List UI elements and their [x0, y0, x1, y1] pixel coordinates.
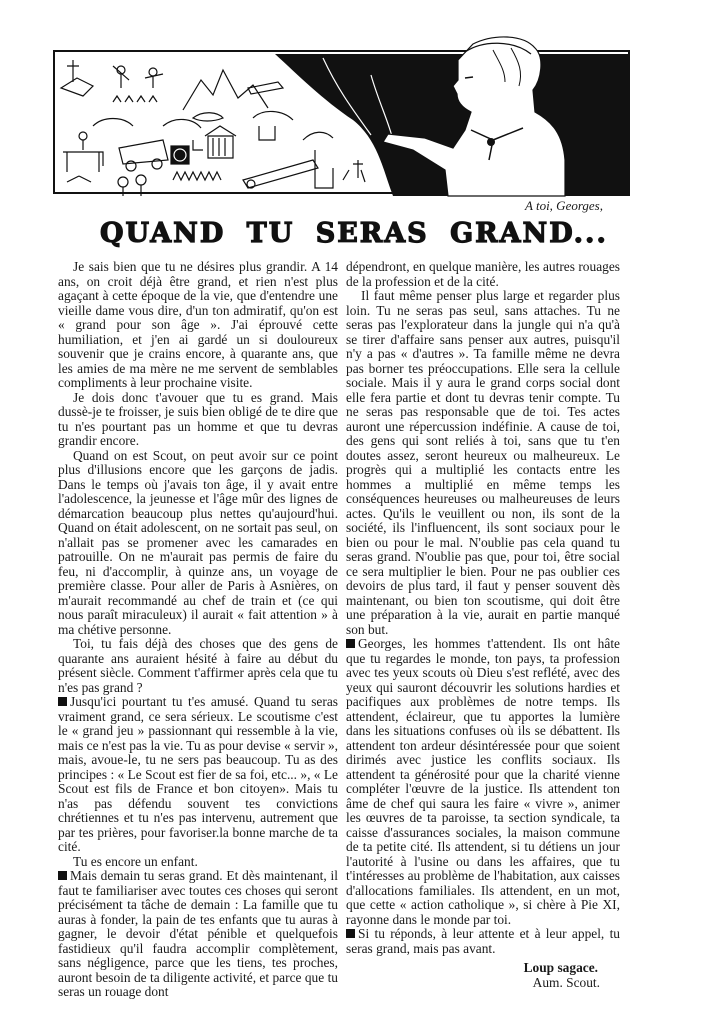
square-bullet-icon — [58, 697, 67, 706]
paragraph-continued: dépendront, en quelque manière, les autres rouages de la profession et de la cité. — [346, 259, 620, 289]
square-bullet-icon — [346, 929, 355, 938]
paragraph: Je sais bien que tu ne désires plus grandir. A 14 ans, on croit déjà être grand, et rien n'est plus agaçant à cette époque de la vie, que d'entendre une vieille dame vous dire, d'un ton admiratif, qu'on est « grand pour son âge ». J'ai éprouvé cette humiliation, et j'en ai gardé un si douloureux souvenir que je crains encore, à quarante ans, que les amies de ma mère ne me servent de semblables compliments à leur prochaine visite. — [58, 259, 338, 390]
paragraph-text: Georges, les hommes t'attendent. Ils ont hâte que tu regardes le monde, ton pays, ta profession avec tes yeux scouts où Dieu s'est reflété, avec des yeux qui sauront découvrir les solutions hardies et pacifiques aux problèmes de notre temps. Ils attendent, éclaireur, que tu apportes la lumière dans les situations confuses où ils se débattent. Ils attendent ton ardeur désintéressée pour que soient dirimés avec justice les conflits sociaux. Ils attendent ta générosité pour que la charité vienne compléter l'œuvre de la justice. Ils attendent ton âme de chef qui saura les faire « vivre », animer les œuvres de ta paroisse, ta section syndicale, ta caisse d'assurances sociales, la maison commune de ta petite cité. Ils attendent, si tu détiens un jour l'autorité à l'usine ou dans les affaires, que tu t'intéresses au problème de l'habitation, aux caisses d'allocations familiales. Ils attendent, en un mot, que cette « action catholique », si chère à Pie XI, rayonne dans le monde par toi. — [346, 636, 620, 927]
scout-vision-illustration-icon — [53, 30, 653, 198]
author-role: Aum. Scout. — [532, 975, 600, 990]
paragraph-section-start — [58, 869, 338, 1000]
article-title: QUAND TU SERAS GRAND... — [100, 218, 608, 249]
paragraph-text: Mais demain tu seras grand. Et dès maintenant, il faut te familiariser avec toutes ces choses qui seront précisément ta tâche de demain : La famille que tu auras à fonder, la pain de tes enfants que tu auras à gagner, le devoir d'état pénible et quelquefois fastidieux qu'il faudra accomplir complètement, sans négligence, parce que les tiens, tes proches, auront besoin de ta diligente activité, et parce que tu seras un rouage dont — [58, 868, 338, 999]
paragraph: Il faut même penser plus large et regarder plus loin. Tu ne seras pas seul, sans attaches. Tu ne seras pas l'explorateur dans la jungle qui n'a qu'à se tirer d'affaire sans penser aux autres, puisqu'il n'y a pas « d'autres ». Ta famille même ne devra pas borner tes préoccupations. Elle sera la cellule sociale. Mais il y aura le grand corps social dont elle fera partie et dont tu devras tenir compte. Tu ne seras pas responsable que de toi. Tes actes auront une répercussion indéfinie. A cause de toi, des gens qui sont reliés à toi, sans que tu t'en doutes assez, seront heureux ou malheureux. Le progrès qui a multiplié les contacts entre les hommes a multiplié en même temps les conséquences heureuses ou malheureuses de leurs actes. Qu'ils le veuillent ou non, ils sont de la société, ils l'influencent, ils sont sociaux pour le bien ou pour le mal. N'oublie pas cela quand tu seras grand. N'oublie pas que, pour toi, être social ce sera multiplier le bien. Pour ne pas oublier ces devoirs de plus tard, il faut y penser souvent dès maintenant, ou bien ton scoutisme, qui doit être une préparation à la vie, aurait en partie manqué son but. — [346, 288, 620, 637]
square-bullet-icon — [346, 639, 355, 648]
signature-block — [346, 960, 620, 990]
paragraph-text: Jusqu'ici pourtant tu t'es amusé. Quand tu seras vraiment grand, ce sera sérieux. Le scoutisme c'est le « grand jeu » passionnant qui ressemble à la vie, mais ce n'est pas la vie. Tu as pour devise « servir », mais, avoue-le, tu ne sers pas beaucoup. Tu as des principes : « Le Scout est fier de sa foi, etc... », « Le Scout est fils de France et bon citoyen». Mais tu n'as pas défendu souvent tes convictions chrétiennes et tu n'es pas intervenu, autrement que par tes prières, pour favoriser.la bonne marche de ta cité. — [58, 694, 338, 854]
left-column — [58, 260, 338, 1000]
dedication: A toi, Georges, — [525, 198, 603, 213]
square-bullet-icon — [58, 871, 67, 880]
paragraph: Tu es encore un enfant. — [73, 853, 198, 869]
paragraph: Toi, tu fais déjà des choses que des gens de quarante ans auraient hésité à faire au début du présent siècle. Comment t'affirmer après cela que tu n'es pas grand ? — [58, 636, 338, 695]
paragraph: Je dois donc t'avouer que tu es grand. Mais dussè-je te froisser, je suis bien obligé de te dire que tu n'es pourtant pas un homme et que tu devras grandir encore. — [58, 389, 338, 448]
right-column — [346, 260, 620, 990]
paragraph: Quand on est Scout, on peut avoir sur ce point plus d'illusions encore que les garçons de jadis. Dans le temps où j'avais ton âge, il y avait entre l'adolescence, la jeunesse et l'âge mûr des lignes de démarcation beaucoup plus nettes qu'aujourd'hui. Quand on était adolescent, on ne sortait pas seul, on n'allait pas se promener avec les camarades en patrouille. On ne m'aurait pas permis de faire du feu, ni d'accomplir, à quinze ans, un voyage de première classe. Pour aller de Paris à Asnières, on m'aurait recommandé au chef de train et (ce qui nous paraît miraculeux) il aurait « fait attention » à ma chétive personne. — [58, 447, 338, 637]
author-name: Loup sagace. — [523, 960, 598, 975]
paragraph-section-start — [346, 637, 620, 927]
paragraph-text: Si tu réponds, à leur attente et à leur appel, tu seras grand, mais pas avant. — [346, 926, 620, 956]
paragraph-section-start — [346, 927, 620, 956]
header-illustration — [53, 50, 630, 194]
paragraph-section-start — [58, 695, 338, 855]
